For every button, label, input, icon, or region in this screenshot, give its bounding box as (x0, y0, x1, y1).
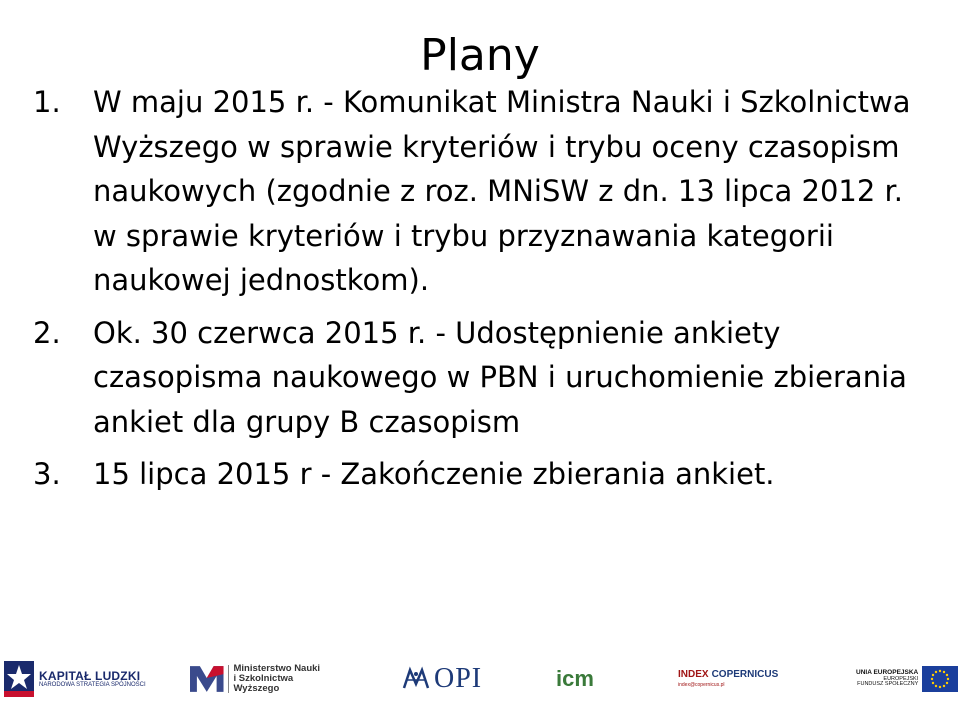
item-text: Ok. 30 czerwca 2015 r. - Udostępnienie ankiety czasopisma naukowego w PBN i uruchomienie zbierania ankiet dla grupy B czasopism (93, 315, 907, 439)
logo-icm (556, 655, 626, 703)
item-number: 3. (33, 457, 61, 491)
footer-logos (0, 655, 960, 707)
list-item (33, 80, 933, 303)
index-word: INDEX (678, 669, 709, 681)
item-text: W maju 2015 r. - Komunikat Ministra Nauki i Szkolnictwa Wyższego w sprawie kryteriów i trybu oceny czasopism naukowych (zgodnie z roz. MNiSW z dn. 13 lipca 2012 r. w sprawie kryteriów i trybu przyznawania kategorii naukowej jednostkom). (93, 85, 911, 297)
copernicus-word: COPERNICUS (711, 669, 779, 681)
kapital-ludzki-mark-icon (4, 661, 34, 697)
kapital-ludzki-title: KAPITAŁ LUDZKI (39, 668, 141, 683)
item-number: 1. (33, 85, 61, 119)
logo-opi (402, 655, 492, 703)
ministerstwo-mark-icon (190, 666, 224, 692)
ministerstwo-line2: i Szkolnictwa Wyższego (233, 673, 294, 694)
eu-flag-icon (922, 666, 958, 692)
copernicus-sub: index@copernicus.pl (678, 681, 725, 688)
eu-line1: UNIA EUROPEJSKA (856, 668, 919, 676)
eu-line2: EUROPEJSKI (883, 675, 919, 682)
opi-mark-icon (402, 666, 430, 692)
icm-name: icm (556, 666, 594, 691)
item-number: 2. (33, 315, 61, 350)
item-text: 15 lipca 2015 r - Zakończenie zbierania ankiet. (93, 457, 775, 491)
divider (228, 665, 229, 693)
opi-name: OPI (434, 663, 483, 695)
logo-eu (856, 655, 960, 703)
plan-list (33, 80, 933, 505)
list-item (33, 311, 933, 445)
eu-line3: FUNDUSZ SPOŁECZNY (857, 681, 919, 688)
list-item (33, 452, 933, 497)
logo-index-copernicus (678, 655, 808, 703)
slide-title: Plany (420, 30, 540, 82)
kapital-ludzki-subtitle: NARODOWA STRATEGIA SPÓJNOŚCI (39, 682, 146, 689)
ministerstwo-line1: Ministerstwo Nauki (233, 663, 321, 675)
logo-kapital-ludzki (4, 655, 154, 703)
logo-ministerstwo (190, 655, 340, 703)
